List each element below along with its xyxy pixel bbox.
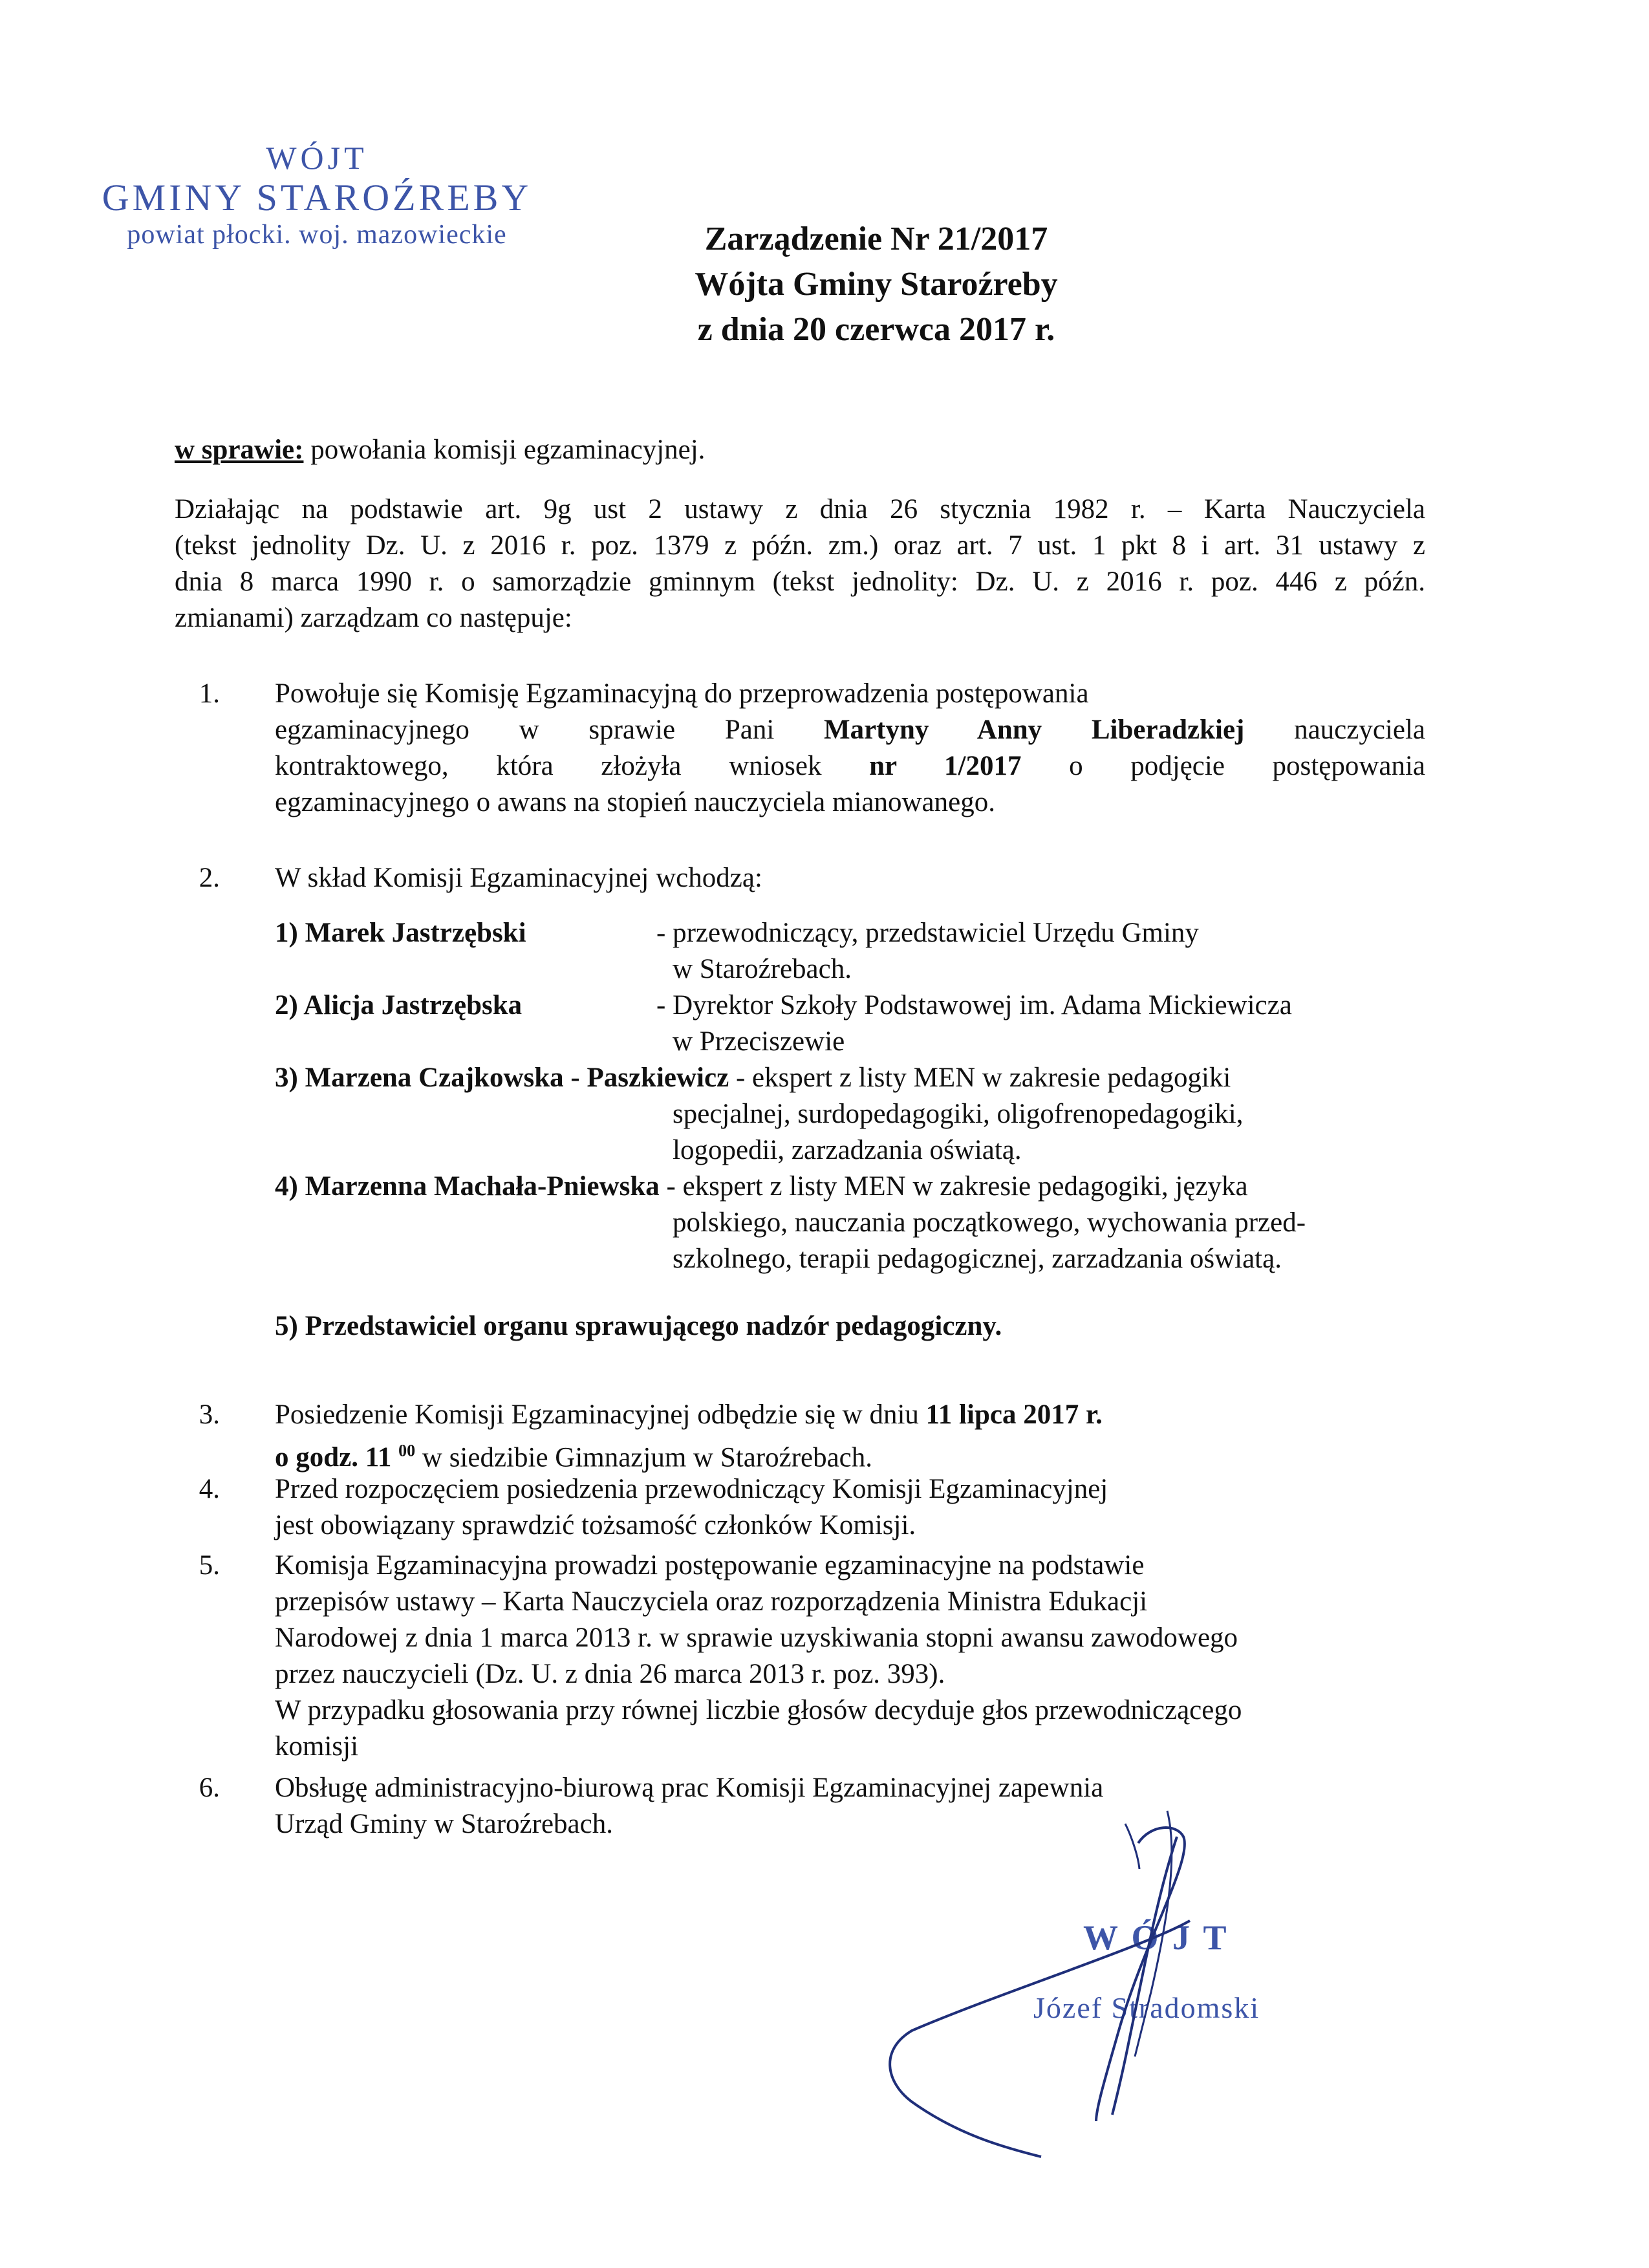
item5-line-1: Komisja Egzaminacyjna prowadzi postępowanie egzaminacyjne na podstawie — [275, 1550, 1145, 1581]
item1-line-4: egzaminacyjnego o awans na stopień nauczyciela mianowanego. — [275, 787, 995, 817]
document-header — [569, 217, 1183, 352]
item-number: 3. — [199, 1399, 220, 1430]
stamp-line-2: GMINY STAROŹREBY — [102, 177, 532, 219]
list-item-3 — [199, 1397, 1425, 1476]
item-number: 6. — [199, 1773, 220, 1803]
header-line-1: Zarządzenie Nr 21/2017 — [704, 221, 1048, 257]
item5-line-6: komisji — [275, 1731, 359, 1762]
item3-line-1: Posiedzenie Komisji Egzaminacyjnej odbędzie się w dniu 11 lipca 2017 r. — [275, 1399, 1103, 1430]
header-line-2: Wójta Gminy Staroźreby — [695, 266, 1058, 303]
subject-line — [175, 432, 1468, 468]
item5-line-5: W przypadku głosowania przy równej liczbie głosów decyduje głos przewodniczącego — [275, 1695, 1242, 1725]
item5-line-4: przez nauczycieli (Dz. U. z dnia 26 marca 2013 r. poz. 393). — [275, 1659, 945, 1689]
item6-line-2: Urząd Gminy w Staroźrebach. — [275, 1809, 613, 1839]
member-3-role: - ekspert z listy MEN w zakresie pedagogiki — [729, 1063, 1231, 1093]
list-item-2 — [199, 860, 1425, 896]
preamble-line-3: dnia 8 marca 1990 r. o samorządzie gminnym (tekst jednolity: Dz. U. z 2016 r. poz. 446 z późn. — [175, 567, 1425, 597]
item-number: 2. — [199, 863, 220, 893]
item-number: 1. — [199, 678, 220, 709]
application-number: nr 1/2017 — [869, 751, 1022, 781]
preamble-line-1: Działając na podstawie art. 9g ust 2 ustawy z dnia 26 stycznia 1982 r. – Karta Nauczyciela — [175, 494, 1425, 524]
item-number: 5. — [199, 1550, 220, 1581]
list-item-1 — [199, 676, 1425, 821]
header-line-3: z dnia 20 czerwca 2017 r. — [697, 311, 1055, 348]
member-3-role-cont-1: specjalnej, surdopedagogiki, oligofrenopedagogiki, — [673, 1099, 1244, 1129]
member-1-name: 1) Marek Jastrzębski — [275, 918, 526, 948]
signature-title: W Ó J T — [1083, 1918, 1229, 1957]
preamble — [175, 491, 1425, 636]
member-4-role-cont-2: szkolnego, terapii pedagogicznej, zarzadzania oświatą. — [673, 1244, 1282, 1274]
item3-line-2: o godz. 11 $^{00}$ w siedzibie Gimnazjum w Staroźrebach. — [275, 1442, 873, 1473]
item4-line-1: Przed rozpoczęciem posiedzenia przewodniczący Komisji Egzaminacyjnej — [275, 1474, 1108, 1504]
preamble-line-2: (tekst jednolity Dz. U. z 2016 r. poz. 1379 z późn. zm.) oraz art. 7 ust. 1 pkt 8 i art. 31 ustawy z — [175, 530, 1425, 561]
committee-members — [275, 915, 1439, 1345]
meeting-date: 11 lipca 2017 r. — [925, 1399, 1103, 1430]
subject-label: w sprawie: — [175, 435, 304, 465]
member-2-role-cont: w Przeciszewie — [673, 1026, 845, 1057]
member-4-role-cont-1: polskiego, nauczania początkowego, wychowania przed- — [673, 1207, 1306, 1238]
item2-intro: W skład Komisji Egzaminacyjnej wchodzą: — [275, 863, 762, 893]
member-3-name: 3) Marzena Czajkowska - Paszkiewicz — [275, 1063, 729, 1093]
candidate-name: Martyny Anny Liberadzkiej — [824, 715, 1245, 745]
member-3-role-cont-2: logopedii, zarzadzania oświatą. — [673, 1135, 1022, 1165]
item5-line-3: Narodowej z dnia 1 marca 2013 r. w sprawie uzyskiwania stopni awansu zawodowego — [275, 1623, 1238, 1653]
subject-text: powołania komisji egzaminacyjnej. — [303, 435, 706, 465]
member-4-role: - ekspert z listy MEN w zakresie pedagogiki, języka — [659, 1171, 1248, 1202]
item-number: 4. — [199, 1474, 220, 1504]
member-1-role: - przewodniczący, przedstawiciel Urzędu Gminy — [656, 918, 1199, 948]
office-stamp — [84, 139, 550, 250]
preamble-line-4: zmianami) zarządzam co następuje: — [175, 603, 572, 633]
member-1-role-cont: w Staroźrebach. — [673, 954, 852, 984]
member-2-name: 2) Alicja Jastrzębska — [275, 990, 523, 1021]
member-2-role: - Dyrektor Szkoły Podstawowej im. Adama Mickiewicza — [656, 990, 1292, 1021]
list-item-4 — [199, 1471, 1425, 1544]
member-5: 5) Przedstawiciel organu sprawującego nadzór pedagogiczny. — [275, 1311, 1002, 1341]
item1-line-1: Powołuje się Komisję Egzaminacyjną do przeprowadzenia postępowania — [275, 678, 1089, 709]
item4-line-2: jest obowiązany sprawdzić tożsamość członków Komisji. — [275, 1510, 916, 1540]
handwritten-signature — [873, 1798, 1326, 2186]
item1-line-3: kontraktowego, która złożyła wniosek nr 1/2017 o podjęcie postępowania — [275, 751, 1425, 781]
item5-line-2: przepisów ustawy – Karta Nauczyciela oraz rozporządzenia Ministra Edukacji — [275, 1586, 1148, 1617]
item6-line-1: Obsługę administracyjno-biurową prac Komisji Egzaminacyjnej zapewnia — [275, 1773, 1104, 1803]
item1-line-2: egzaminacyjnego w sprawie Pani Martyny Anny Liberadzkiej nauczyciela — [275, 715, 1425, 745]
stamp-line-3: powiat płocki. woj. mazowieckie — [127, 220, 507, 250]
signature-name: Józef Stradomski — [1033, 1991, 1260, 2024]
meeting-time: o godz. 11 $^{00}$ — [275, 1442, 416, 1473]
list-item-5 — [199, 1548, 1425, 1765]
member-4-name: 4) Marzenna Machała-Pniewska — [275, 1171, 660, 1202]
stamp-line-1: WÓJT — [266, 140, 368, 176]
